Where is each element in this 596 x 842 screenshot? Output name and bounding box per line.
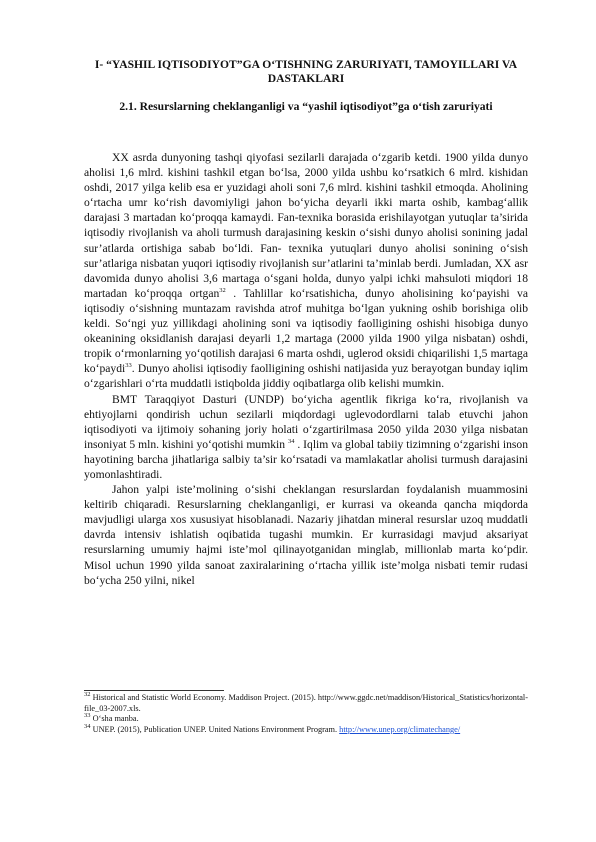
section-title: 2.1. Resurslarning cheklanganligi va “yashil iqtisodiyot”ga o‘tish zaruriyati [119, 100, 493, 113]
footnote-link[interactable]: http://www.unep.org/climatechange/ [339, 724, 461, 734]
footnote-34 [84, 725, 528, 736]
footnote-number: 34 [84, 723, 91, 731]
paragraph-1-part-b: . Tahlillar ko‘rsatishicha, dunyo aholisining ko‘payishi va iqtisodiy o‘sishning muntazam ravishda atrof muhitga bo‘lgan yukning oshib borishiga olib keldi. So‘ngi yuz yillikdagi aholining soni va iqtisodiy faolligining oshishi hisobiga dunyo okeanining oksidlanish darajasi deyarli 1,2 martaga (2000 yilda 1900 yilga nisbatan) oshdi, tropik o‘rmonlarning yo‘qotilish darajasi 6 marta oshdi, uglerod oksidi chiqarilishi 1,5 martaga ko‘paydi [84, 286, 528, 376]
footnote-text: O‘sha manba. [92, 714, 139, 724]
paragraph-1-part-c: . Dunyo aholisi iqtisodiy faolligining oshishi natijasida yuz berayotgan bunday iqlim o‘zgarishlari o‘rta muddatli istiqbolda jiddiy oqibatlarga olib kelishi mumkin. [84, 362, 528, 391]
paragraph-1-part-a: XX asrda dunyoning tashqi qiyofasi sezilarli darajada o‘zgarib ketdi. 1900 yilda dunyo aholisi 1,6 mlrd. kishini tashkil etgan bo‘lsa, 2000 yilda ushbu ko‘rsatkich 6 mlrd. kishidan oshdi, 2017 yilga kelib esa er yuzidagi aholi soni 7,6 mlrd. kishini tashkil etmoqda. Aholining o‘rtacha umr ko‘rish davomiyligi jahon bo‘yicha deyarli ikki marta oshib, kambag‘allik darajasi 3 martadan ko‘proqqa kamaydi. Fan-texnika borasida erishilayotgan yutuqlar ta’sirida iqtisodiy rivojlanish va aholi turmush darajasining keskin o‘sishi dunyo aholisi sonining jadal sur’atlarda ortishiga sabab bo‘ldi. Fan- texnika yutuqlari dunyo aholisi sonining o‘sish sur’atlariga nisbatan yuqori iqtisodiy rivojlanish sur’atlarini ta’minlab berdi. Jumladan, XX asr davomida dunyo aholisi 3,6 martaga o‘sgani holda, dunyo yalpi ichki mahsuloti miqdori 18 martadan ko‘proqqa ortgan [84, 151, 528, 300]
footnote-ref-34[interactable]: 34 [287, 437, 295, 445]
footnote-number: 33 [84, 712, 91, 720]
paragraph-1 [84, 150, 528, 392]
paragraph-3: Jahon yalpi iste’molining o‘sishi cheklangan resurslardan foydalanish muammosini keltirib chiqaradi. Resurslarning cheklanganligi, er kurrasi va okeanda qancha miqdorda mavjudligi ularga xos xususiyat hisoblanadi. Nazariy jihatdan mineral resurslar uzoq muddatli davrda intensiv ishlatish oqibatida tugashi mumkin. Er kurrasidagi mavjud aksariyat resurslarning umumiy hajmi iste’mol qilinayotganidan minglab, millionlab marta ko‘pdir. Misol uchun 1990 yilda sanoat zaxiralarining o‘rtacha yillik iste’molga nisbati temir rudasi bo‘ycha 250 yilni, nikel [84, 483, 528, 587]
footnote-33 [84, 714, 528, 725]
body-text [84, 150, 528, 588]
footnote-separator [84, 690, 224, 691]
footnote-ref-32[interactable]: 32 [219, 286, 226, 294]
footnote-text: UNEP. (2015), Publication UNEP. United Nations Environment Program. [92, 724, 340, 734]
paragraph-2-part-a: BMT Taraqqiyot Dasturi (UNDP) bo‘yicha agentlik fikriga ko‘ra, rivojlanish va ehtiyojlarni qondirish uchun sezilarli miqdordagi uglevodordlarni talab etuvchi jahon iqtisodiyoti va ijtimoiy sohaning joriy holati o‘zgartirilmasa 2050 yilda 2030 yilga nisbatan insoniyat 5 mln. kishini yo‘qotishi mumkin [84, 392, 528, 451]
footnote-ref-33[interactable]: 33 [125, 362, 132, 370]
paragraph-2 [84, 392, 528, 483]
footnote-text: Historical and Statistic World Economy. Maddison Project. (2015). http://www.ggdc.net/maddison/Historical_Statistics/horizontal-file_03-2007.xls. [84, 693, 529, 713]
paragraph-2-part-b: . Iqlim va global tabiiy tizimning o‘zgarishi inson hayotining barcha jihatlariga salbiy ta’sir ko‘rsatadi va mamlakatlar aholisi turmush darajasini yomonlashtiradi. [84, 437, 529, 481]
chapter-title: I- “YASHIL IQTISODIYOT”GA O‘TISHNING ZARURIYATI, TAMOYILLARI VA DASTAKLARI [94, 58, 518, 85]
footnote-number: 32 [84, 691, 91, 699]
footnote-32 [84, 693, 528, 714]
footnotes [84, 693, 528, 735]
